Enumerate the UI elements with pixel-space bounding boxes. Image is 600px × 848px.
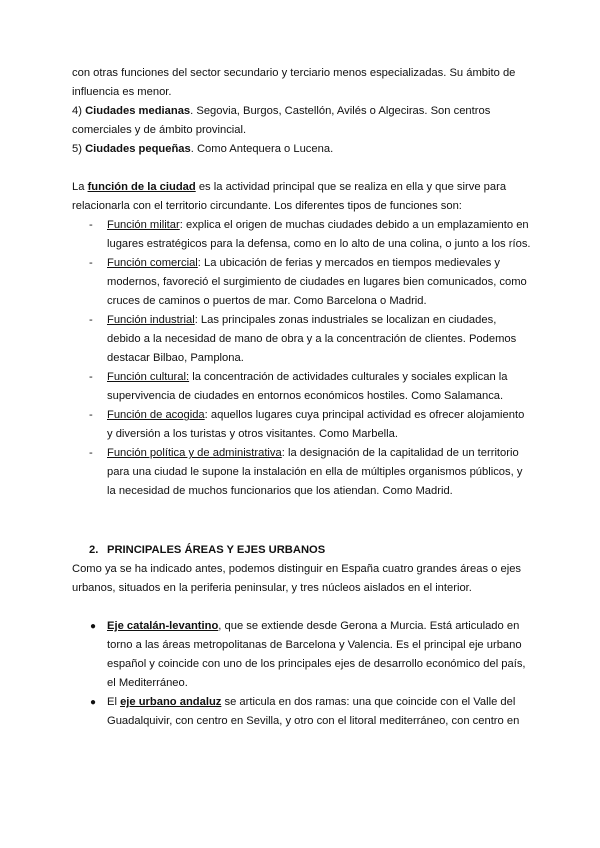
term-ciudades-medianas: Ciudades medianas bbox=[85, 105, 191, 117]
funcion-rest: es la actividad principal que se realiza en ella y que sirve para relacionarla con el territorio circundante. Los diferentes tipos de funciones son: bbox=[72, 181, 507, 212]
spacer bbox=[72, 501, 532, 520]
funcion-paragraph bbox=[72, 178, 532, 216]
funcion-text: Las principales zonas industriales se localizan en ciudades, debido a la necesidad de mano de obra y a la concentración de clientes. Podemos destacar Bilbao, Pamplona. bbox=[107, 314, 517, 364]
funcion-text: La ubicación de ferias y mercados en tiempos medievales y modernos, favoreció el surgimiento de ciudades en lugares bien comunicados, como cruces de caminos o puertos de mar. Como Barcelona o Madrid. bbox=[107, 257, 527, 307]
funcion-name: Función militar bbox=[107, 219, 180, 231]
bullet-lead: El bbox=[107, 696, 121, 708]
dash-marker: - bbox=[89, 219, 93, 231]
section-number: 2. bbox=[89, 544, 99, 556]
dash-marker: - bbox=[89, 409, 93, 421]
dash-marker: - bbox=[89, 314, 93, 326]
funcion-text: la concentración de actividades culturales y sociales explican la supervivencia de ciudades en entornos económicos hostiles. Como Salamanca. bbox=[107, 371, 508, 402]
bullet-text: se articula en dos ramas: una que coincide con el Valle del Guadalquivir, con centro en Sevilla, y otro con el litoral mediterráneo, con centro en bbox=[107, 696, 520, 727]
item-text: . Como Antequera o Lucena. bbox=[190, 143, 334, 155]
list-item-ciudades-medianas bbox=[72, 102, 532, 140]
ejes-list bbox=[72, 617, 532, 731]
separator: : bbox=[204, 409, 211, 421]
list-item bbox=[72, 368, 532, 406]
bullet-text: , que se extiende desde Gerona a Murcia. Está articulado en torno a las áreas metropolitanas de Barcelona y Valencia. Es el principal eje urbano español y coincide con uno de los principales ejes de desarrollo económico del país, el Mediterráneo. bbox=[107, 620, 526, 689]
funciones-list bbox=[72, 216, 532, 501]
term-eje-catalan-levantino: Eje catalán-levantino bbox=[107, 620, 219, 632]
funcion-name: Función de acogida bbox=[107, 409, 205, 421]
separator: : bbox=[197, 257, 204, 269]
dash-marker: - bbox=[89, 371, 93, 383]
section-intro: Como ya se ha indicado antes, podemos distinguir en España cuatro grandes áreas o ejes urbanos, situados en la periferia peninsular, y tres núcleos aislados en el interior. bbox=[72, 563, 522, 594]
list-item bbox=[72, 693, 532, 731]
funcion-name: Función cultural: bbox=[107, 371, 190, 383]
dash-marker: - bbox=[89, 447, 93, 459]
list-item bbox=[72, 254, 532, 311]
spacer bbox=[72, 520, 532, 541]
list-item bbox=[72, 444, 532, 501]
list-item bbox=[72, 216, 532, 254]
spacer bbox=[72, 159, 532, 178]
dash-marker: - bbox=[89, 257, 93, 269]
list-item-ciudades-pequenas bbox=[72, 140, 532, 159]
section-heading bbox=[72, 541, 532, 560]
list-item bbox=[72, 406, 532, 444]
item-number: 5) bbox=[72, 143, 86, 155]
funcion-text: la designación de la capitalidad de un territorio para una ciudad le supone la instalación en ella de múltiples organismos públicos, y la necesidad de muchos funcionarios que los atiendan. Como Madrid. bbox=[107, 447, 523, 497]
item-number: 4) bbox=[72, 105, 86, 117]
bullet-marker: ● bbox=[90, 697, 97, 708]
funcion-lead: La bbox=[72, 181, 88, 193]
separator: : bbox=[194, 314, 201, 326]
funcion-name: Función comercial bbox=[107, 257, 198, 269]
document-page bbox=[72, 64, 532, 731]
funcion-name: Función política y de administrativa bbox=[107, 447, 282, 459]
item-text: . Segovia, Burgos, Castellón, Avilés o Algeciras. Son centros comerciales y de ámbito provincial. bbox=[72, 105, 491, 136]
intro-paragraph: con otras funciones del sector secundario y terciario menos especializadas. Su ámbito de influencia es menor. bbox=[72, 67, 516, 98]
funcion-text: explica el origen de muchas ciudades debido a un emplazamiento en lugares estratégicos para la defensa, como en lo alto de una colina, o junto a los ríos. bbox=[107, 219, 531, 250]
term-eje-urbano-andaluz: eje urbano andaluz bbox=[120, 696, 222, 708]
funcion-name: Función industrial bbox=[107, 314, 195, 326]
term-ciudades-pequenas: Ciudades pequeñas bbox=[85, 143, 191, 155]
separator: : bbox=[281, 447, 288, 459]
term-funcion-ciudad: función de la ciudad bbox=[87, 181, 196, 193]
list-item bbox=[72, 617, 532, 693]
funcion-text: aquellos lugares cuya principal actividad es ofrecer alojamiento y diversión a los turistas y otros visitantes. Como Marbella. bbox=[107, 409, 525, 440]
bullet-marker: ● bbox=[90, 621, 97, 632]
section-title: PRINCIPALES ÁREAS Y EJES URBANOS bbox=[107, 544, 326, 556]
list-item bbox=[72, 311, 532, 368]
spacer bbox=[72, 598, 532, 617]
separator: : bbox=[179, 219, 186, 231]
